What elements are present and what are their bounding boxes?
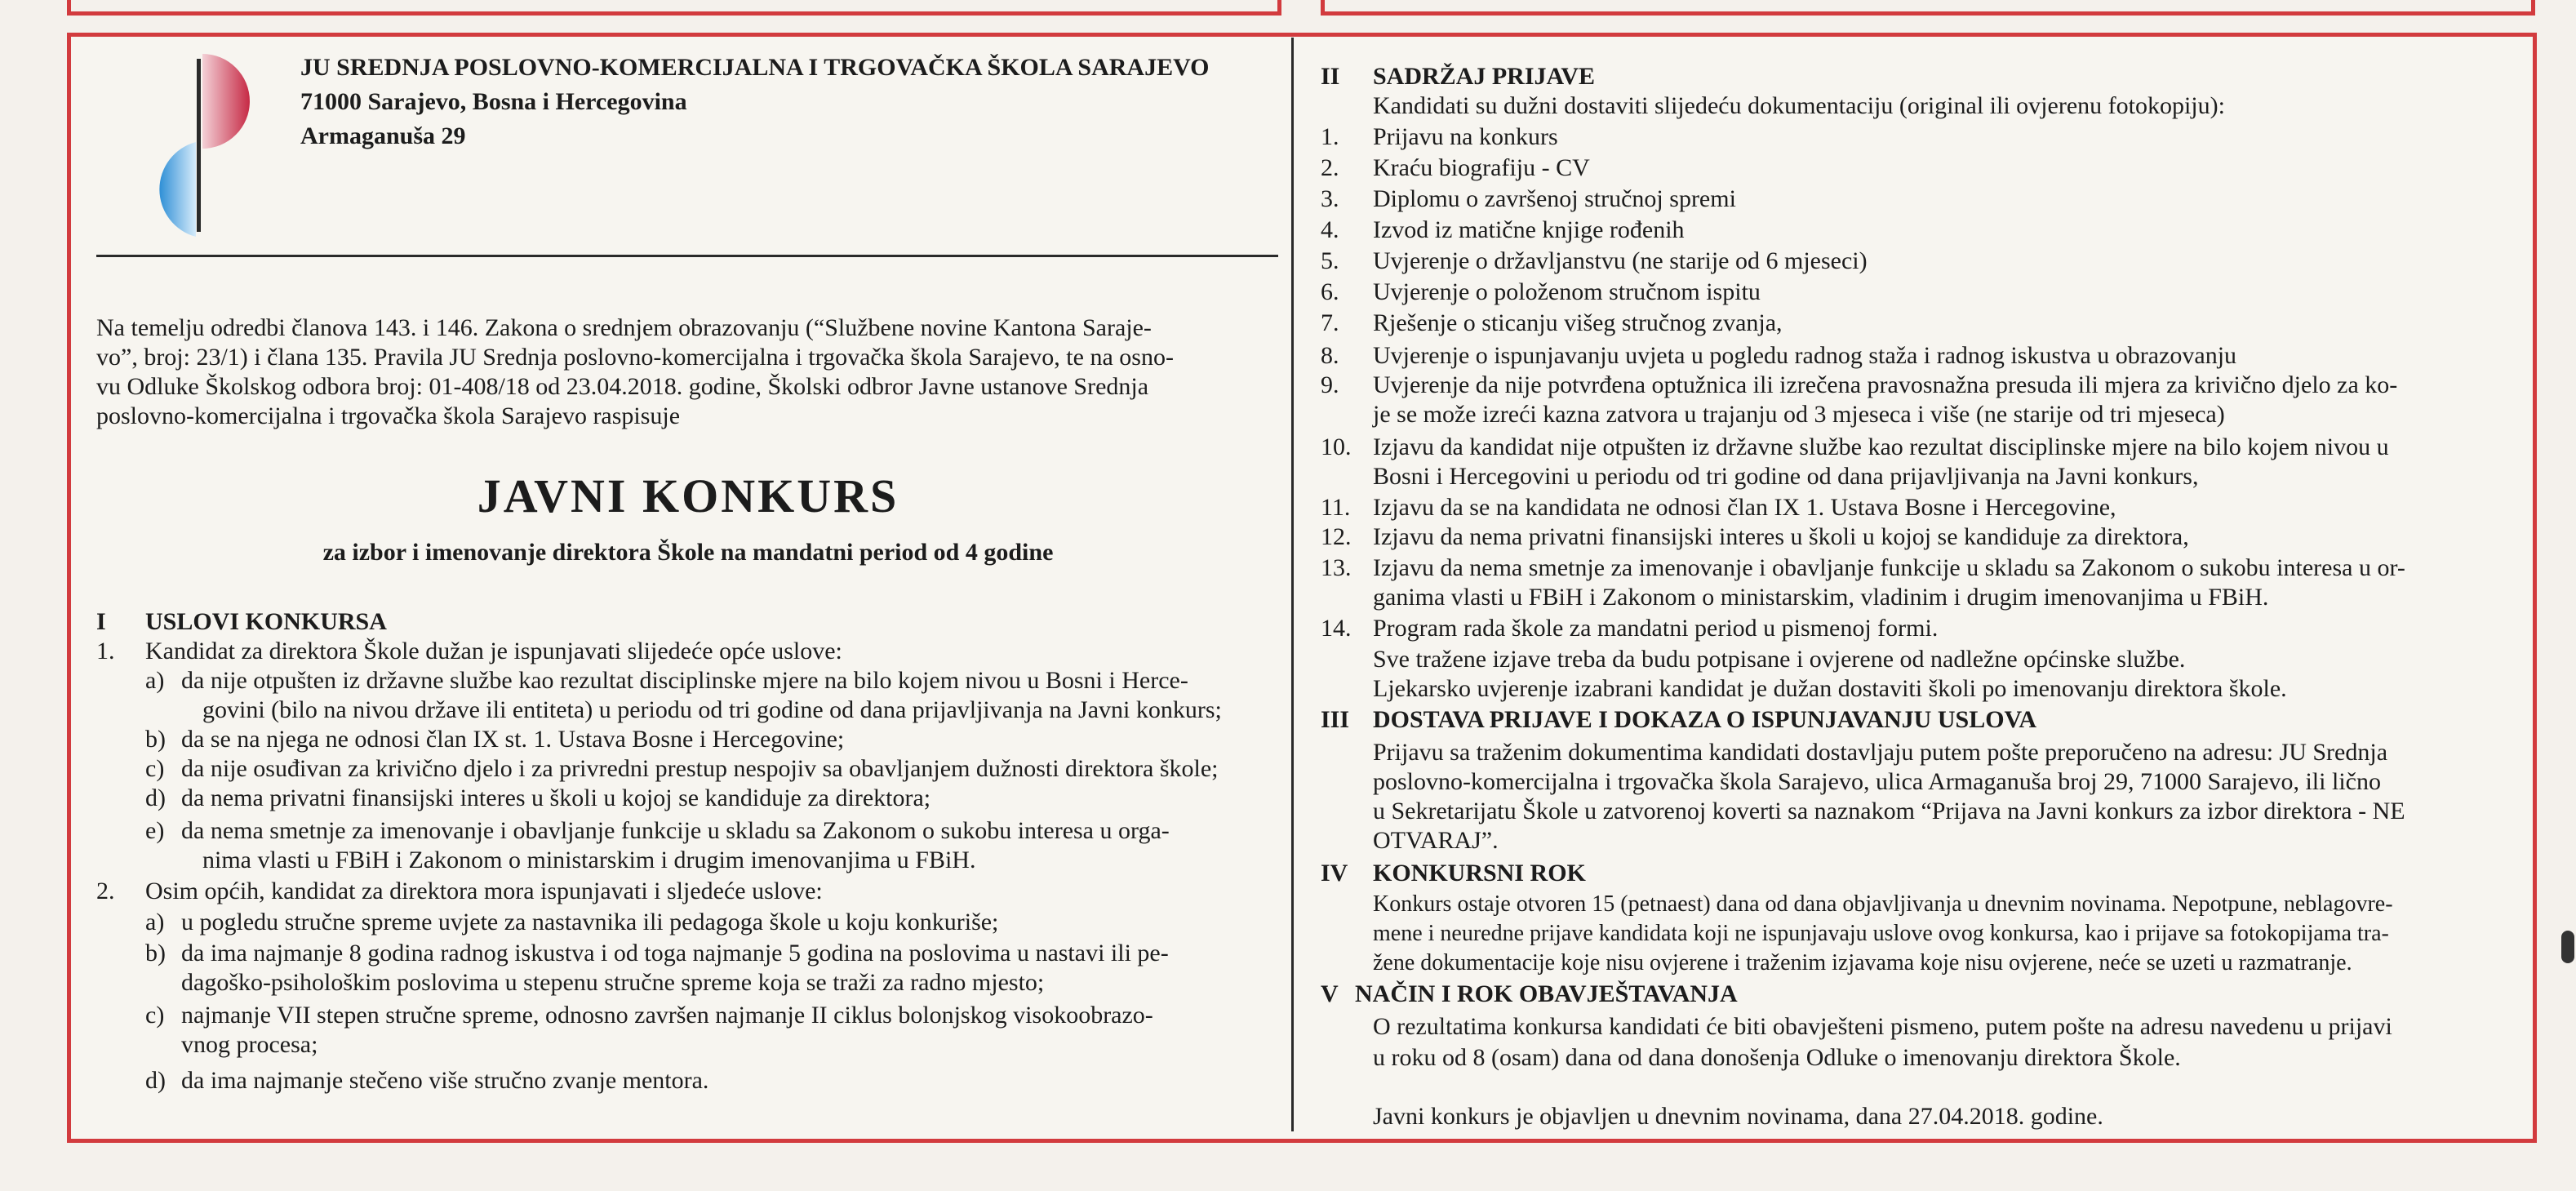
school-header	[300, 51, 1209, 153]
section-5-line: u roku od 8 (osam) dana od dana donošenja Odluke o imenovanju direktora Škole.	[1373, 1044, 2181, 1071]
section-4-line: mene i neuredne prijave kandidata koji ne ispunjavaju uslove ovog konkursa, kao i prijave sa fotokopijama tra-	[1373, 921, 2389, 946]
doc-item-text: Bosni i Hercegovini u periodu od tri godine od dana prijavljivanja na Javni konkurs,	[1373, 463, 2199, 490]
item-letter: b)	[145, 726, 166, 753]
item-text: govini (bilo na nivou države ili entiteta) u periodu od tri godine od dana prijavljivanja na Javni konkurs;	[202, 696, 1222, 723]
section-1-p2-text: Osim općih, kandidat za direktora mora ispunjavati i sljedeće uslove:	[145, 878, 823, 904]
doc-item-number: 8.	[1321, 342, 1339, 369]
doc-item-number: 4.	[1321, 216, 1339, 243]
doc-item-text: Kraću biografiju - CV	[1373, 154, 1590, 181]
doc-item-text: Izjavu da kandidat nije otpušten iz državne službe kao rezultat disciplinske mjere na bilo kojem nivou u	[1373, 433, 2389, 460]
doc-item-number: 2.	[1321, 154, 1339, 181]
item-text: dagoško-psihološkim poslovima u stepenu stručne spreme koja se traži za radno mjesto;	[181, 969, 1045, 996]
section-3-line: Prijavu sa traženim dokumentima kandidati dostavljaju putem pošte preporučeno na adresu: JU Srednja	[1373, 739, 2388, 766]
section-5-line: O rezultatima konkursa kandidati će biti obavješteni pismeno, putem pošte na adresu navedenu u prijavi	[1373, 1013, 2392, 1040]
section-4-line: žene dokumentacije koje nisu ovjerene i traženim izjavama koje nisu ovjerene, neće se uzeti u razmatranje.	[1373, 950, 2352, 975]
doc-item-number: 3.	[1321, 185, 1339, 212]
item-text: da se na njega ne odnosi član IX st. 1. Ustava Bosne i Hercegovine;	[181, 726, 845, 753]
item-letter: c)	[145, 1002, 165, 1029]
item-letter: a)	[145, 667, 165, 694]
section-1-p1-number: 1.	[96, 638, 115, 664]
doc-item-number: 6.	[1321, 278, 1339, 305]
doc-item-text: Diplomu o završenoj stručnoj spremi	[1373, 185, 1736, 212]
section-5-closing: Javni konkurs je objavljen u dnevnim novinama, dana 27.04.2018. godine.	[1373, 1103, 2103, 1130]
doc-item-number: 7.	[1321, 309, 1339, 336]
item-text: da nije osuđivan za krivično djelo i za privredni prestup nespojiv sa obavljanjem dužnosti direktora škole;	[181, 755, 1219, 782]
section-2-number: II	[1321, 63, 1340, 90]
section-4-number: IV	[1321, 860, 1348, 887]
section-3-line: poslovno-komercijalna i trgovačka škola Sarajevo, ulica Armaganuša broj 29, 71000 Sarajevo, ili lično	[1373, 768, 2381, 795]
doc-item-number: 13.	[1321, 554, 1352, 581]
doc-item-number: 12.	[1321, 523, 1352, 550]
section-4-heading: KONKURSNI ROK	[1373, 860, 1586, 887]
item-letter: c)	[145, 755, 165, 782]
item-letter: b)	[145, 940, 166, 967]
header-divider	[96, 255, 1278, 257]
section-1-heading: USLOVI KONKURSA	[145, 608, 387, 635]
item-text: nima vlasti u FBiH i Zakonom o ministarskim i drugim imenovanjima u FBiH.	[202, 847, 976, 873]
item-letter: a)	[145, 909, 165, 935]
doc-item-text: Uvjerenje o ispunjavanju uvjeta u pogledu radnog staža i radnog iskustva u obrazovanju	[1373, 342, 2237, 369]
doc-item-number: 9.	[1321, 371, 1339, 398]
item-text: najmanje VII stepen stručne spreme, odnosno završen najmanje II ciklus bolonjskog visokoobrazo-	[181, 1002, 1153, 1029]
doc-item-number: 5.	[1321, 247, 1339, 274]
item-letter: e)	[145, 817, 165, 844]
school-street: Armaganuša 29	[300, 122, 466, 149]
doc-item-text: je se može izreći kazna zatvora u trajanju od 3 mjeseca i više (ne starije od tri mjeseca)	[1373, 401, 2225, 428]
item-letter: d)	[145, 1067, 166, 1094]
page-title: JAVNI KONKURS	[477, 469, 899, 522]
doc-item-text: Izvod iz matične knjige rođenih	[1373, 216, 1685, 243]
item-text: da nema smetnje za imenovanje i obavljanje funkcije u skladu sa Zakonom o sukobu interesa u orga-	[181, 817, 1170, 844]
section-3-line: OTVARAJ”.	[1373, 827, 1499, 854]
doc-item-text: Izjavu da nema privatni finansijski interes u školi u kojoj se kandiduje za direktora,	[1373, 523, 2189, 550]
school-city: 71000 Sarajevo, Bosna i Hercegovina	[300, 88, 687, 115]
section-1-p2-number: 2.	[96, 878, 115, 904]
section-2-heading: SADRŽAJ PRIJAVE	[1373, 63, 1595, 90]
intro-line: Na temelju odredbi članova 143. i 146. Zakona o srednjem obrazovanju (“Službene novine Kantona Saraje-	[96, 314, 1152, 341]
section-3-line: u Sekretarijatu Škole u zatvorenoj koverti sa naznakom “Prijava na Javni konkurs za izbor direktora - NE	[1373, 798, 2405, 824]
doc-item-text: Uvjerenje da nije potvrđena optužnica ili izrečena pravosnažna presuda ili mjera za krivično djelo za ko-	[1373, 371, 2398, 398]
section-1-number: I	[96, 608, 106, 635]
doc-item-number: 10.	[1321, 433, 1352, 460]
doc-item-text: Rješenje o sticanju višeg stručnog zvanja,	[1373, 309, 1783, 336]
column-divider	[1291, 38, 1294, 1131]
section-2-note: Sve tražene izjave treba da budu potpisane i ovjerene od nadležne općinske službe.	[1373, 646, 2186, 673]
doc-item-text: Izjavu da se na kandidata ne odnosi član IX 1. Ustava Bosne i Hercegovine,	[1373, 494, 2116, 521]
section-5-number: V	[1321, 980, 1339, 1007]
clipped-edge-mark	[2561, 931, 2574, 963]
item-text: da nije otpušten iz državne službe kao rezultat disciplinske mjere na bilo kojem nivou u Bosni i Herce-	[181, 667, 1188, 694]
item-text: u pogledu stručne spreme uvjete za nastavnika ili pedagoga škole u koju konkuriše;	[181, 909, 999, 935]
item-text: vnog procesa;	[181, 1031, 318, 1058]
intro-line: poslovno-komercijalna i trgovačka škola Sarajevo raspisuje	[96, 402, 681, 429]
item-text: da ima najmanje stečeno više stručno zvanje mentora.	[181, 1067, 709, 1094]
adjacent-ad-border-right	[1321, 0, 2535, 16]
section-5-heading: NAČIN I ROK OBAVJEŠTAVANJA	[1355, 980, 1738, 1007]
item-text: da nema privatni finansijski interes u školi u kojoj se kandiduje za direktora;	[181, 784, 931, 811]
item-text: da ima najmanje 8 godina radnog iskustva i od toga najmanje 5 godina na poslovima u nastavi ili pe-	[181, 940, 1169, 967]
section-1-p1-text: Kandidat za direktora Škole dužan je ispunjavati slijedeće opće uslove:	[145, 638, 842, 664]
doc-item-number: 14.	[1321, 615, 1352, 642]
doc-item-text: ganima vlasti u FBiH i Zakonom o ministarskim, vladinim i drugim imenovanjima u FBiH.	[1373, 584, 2269, 611]
doc-item-text: Program rada škole za mandatni period u pismenoj formi.	[1373, 615, 1939, 642]
doc-item-number: 11.	[1321, 494, 1351, 521]
section-3-heading: DOSTAVA PRIJAVE I DOKAZA O ISPUNJAVANJU USLOVA	[1373, 706, 2037, 733]
doc-item-text: Izjavu da nema smetnje za imenovanje i obavljanje funkcije u skladu sa Zakonom o sukobu interesa u or-	[1373, 554, 2405, 581]
section-2-note: Ljekarsko uvjerenje izabrani kandidat je dužan dostaviti školi po imenovanju direktora škole.	[1373, 675, 2287, 702]
doc-item-number: 1.	[1321, 123, 1339, 150]
section-2-intro: Kandidati su dužni dostaviti slijedeću dokumentaciju (original ili ovjerenu fotokopiju):	[1373, 92, 2225, 119]
doc-item-text: Prijavu na konkurs	[1373, 123, 1558, 150]
section-4-line: Konkurs ostaje otvoren 15 (petnaest) dana od dana objavljivanja u dnevnim novinama. Nepotpune, neblagovre-	[1373, 891, 2393, 917]
item-letter: d)	[145, 784, 166, 811]
doc-item-text: Uvjerenje o državljanstvu (ne starije od 6 mjeseci)	[1373, 247, 1868, 274]
intro-line: vu Odluke Školskog odbora broj: 01-408/18 od 23.04.2018. godine, Školski odbror Javne ustanove Srednja	[96, 373, 1149, 400]
doc-item-text: Uvjerenje o položenom stručnom ispitu	[1373, 278, 1761, 305]
page-subtitle: za izbor i imenovanje direktora Škole na mandatni period od 4 godine	[322, 539, 1054, 566]
school-name: JU SREDNJA POSLOVNO-KOMERCIJALNA I TRGOVAČKA ŠKOLA SARAJEVO	[300, 54, 1210, 81]
adjacent-ad-border-left	[67, 0, 1281, 16]
section-3-number: III	[1321, 706, 1350, 733]
intro-line: vo”, broj: 23/1) i člana 135. Pravila JU Srednja poslovno-komercijalna i trgovačka škola Sarajevo, te na osno-	[96, 344, 1174, 371]
school-logo	[114, 51, 286, 238]
